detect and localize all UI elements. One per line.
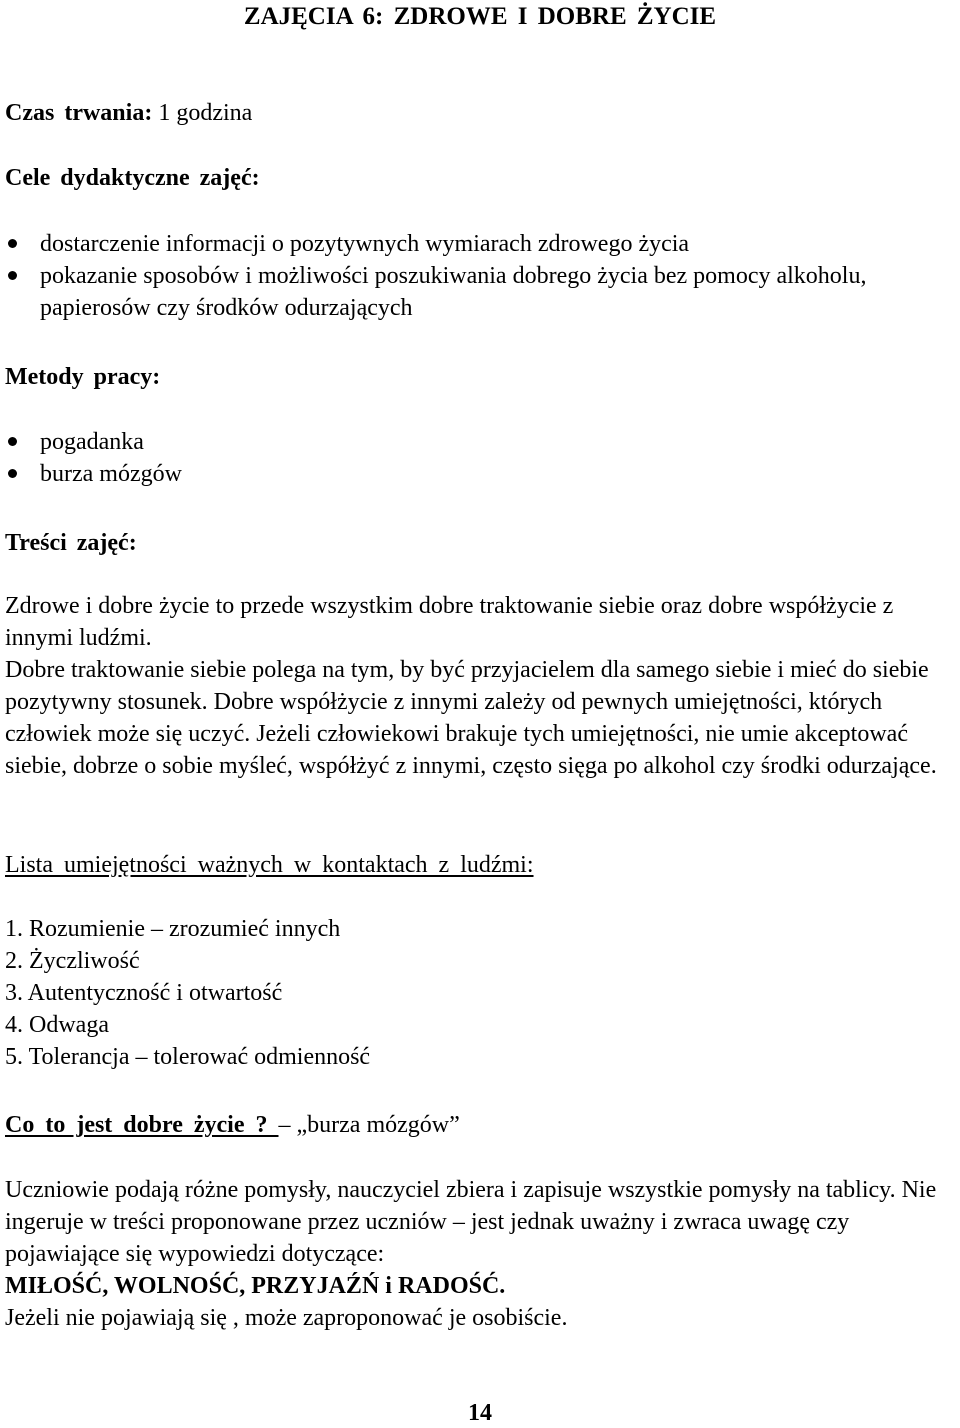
good-life-paragraph: Uczniowie podają różne pomysły, nauczyciel zbiera i zapisuje wszystkie pomysły na tablicy. Nie ingeruje w treści proponowane przez uczniów – jest jednak uważny i zwraca uwagę czy pojawiające się wypowiedzi dotyczące:	[5, 1177, 937, 1267]
bullet-icon	[8, 437, 17, 446]
content-paragraph-2: Dobre traktowanie siebie polega na tym, by być przyjacielem dla samego siebie i mieć do siebie pozytywny stosunek. Dobre współżycie z innymi zależy od pewnych umiejętności, których człowiek może się uczyć. Jeżeli człowiekowi brakuje tych umiejętności, nie umie akceptować siebie, dobrze o sobie myśleć, współżyć z innymi, często sięga po alkohol czy środki odurzające.	[5, 657, 937, 779]
good-life-method: – „burza mózgów”	[278, 1112, 460, 1138]
list-item: 4. Odwaga	[5, 1012, 109, 1038]
list-item: 5. Tolerancja – tolerować odmienność	[5, 1044, 371, 1070]
bullet-icon	[8, 469, 17, 478]
good-life-values: MIŁOŚĆ, WOLNOŚĆ, PRZYJAŹŃ i RADOŚĆ.	[5, 1273, 506, 1299]
bullet-icon	[8, 271, 17, 280]
list-item: 3. Autentyczność i otwartość	[5, 980, 283, 1006]
goal-item-text: dostarczenie informacji o pozytywnych wymiarach zdrowego życia	[40, 231, 690, 257]
method-item-text: pogadanka	[40, 429, 144, 455]
skills-heading: Lista umiejętności ważnych w kontaktach z ludźmi:	[5, 852, 534, 878]
page-title: ZAJĘCIA 6: ZDROWE I DOBRE ŻYCIE	[243, 3, 717, 30]
good-life-closing: Jeżeli nie pojawiają się , może zaproponować je osobiście.	[5, 1305, 568, 1331]
content-heading: Treści zajęć:	[5, 530, 137, 556]
duration-label: Czas trwania:	[5, 100, 153, 126]
duration-value: 1 godzina	[152, 100, 253, 126]
good-life-question: Co to jest dobre życie ?	[5, 1112, 279, 1138]
good-life-question-line	[5, 1109, 955, 1141]
skills-list	[5, 913, 955, 1073]
content-paragraph-1: Zdrowe i dobre życie to przede wszystkim dobre traktowanie siebie oraz dobre współżycie z innymi ludźmi.	[5, 593, 894, 651]
goals-heading: Cele dydaktyczne zajęć:	[5, 165, 260, 191]
method-item-text: burza mózgów	[40, 461, 182, 487]
list-item	[0, 228, 955, 260]
list-item	[0, 260, 955, 324]
list-item: 1. Rozumienie – zrozumieć innych	[5, 916, 341, 942]
methods-list	[0, 426, 955, 490]
duration-line	[5, 97, 955, 129]
list-item	[0, 426, 955, 458]
list-item: 2. Życzliwość	[5, 948, 140, 974]
list-item	[0, 458, 955, 490]
methods-heading: Metody pracy:	[5, 364, 161, 390]
goal-item-text: pokazanie sposobów i możliwości poszukiwania dobrego życia bez pomocy alkoholu, papierosów czy środków odurzających	[40, 263, 867, 321]
goals-list	[0, 228, 955, 324]
page-number: 14	[468, 1400, 492, 1426]
bullet-icon	[8, 239, 17, 248]
